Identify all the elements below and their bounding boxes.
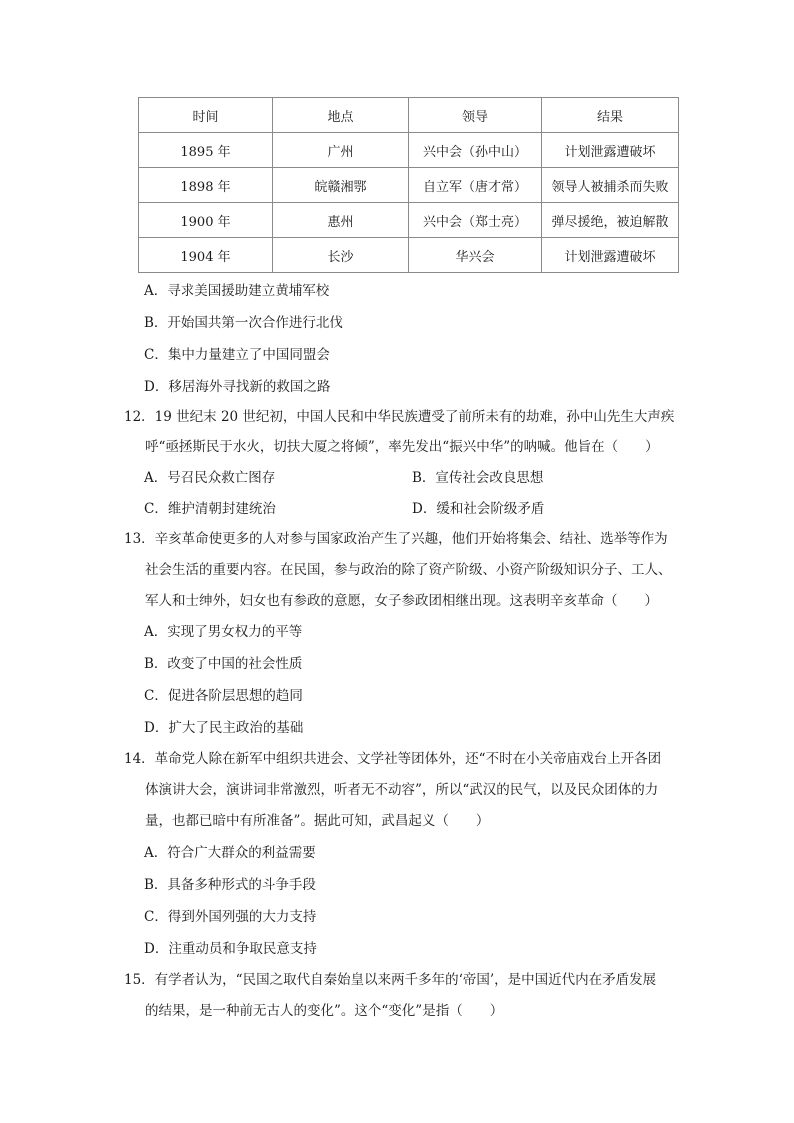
q13-stem-line-2: 社会生活的重要内容。在民国，参与政治的除了资产阶级、小资产阶级知识分子、工人、	[145, 562, 672, 578]
table-cell: 1900 年	[139, 203, 273, 238]
table-row	[139, 203, 679, 238]
q15-stem-line-1: 15．有学者认为，“民国之取代自秦始皇以来两千多年的‘帝国’，是中国近代内在矛盾发展	[124, 972, 657, 988]
q12-option-b[interactable]: B．宣传社会改良思想	[412, 470, 544, 486]
q14-option-d[interactable]: D．注重动员和争取民意支持	[144, 941, 317, 957]
table-cell: 长沙	[273, 238, 409, 273]
table-cell: 1895 年	[139, 133, 273, 168]
q12-option-d[interactable]: D．缓和社会阶级矛盾	[412, 501, 545, 517]
q11-option-b[interactable]: B．开始国共第一次合作进行北伐	[144, 315, 343, 331]
q13-option-c[interactable]: C．促进各阶层思想的趋同	[144, 688, 303, 704]
q14-option-a[interactable]: A．符合广大群众的利益需要	[144, 845, 316, 861]
table-cell: 广州	[273, 133, 409, 168]
q13-option-a[interactable]: A．实现了男女权力的平等	[144, 624, 303, 640]
uprisings-table	[138, 97, 679, 273]
q14-option-b[interactable]: B．具备多种形式的斗争手段	[144, 877, 316, 893]
table-cell: 惠州	[273, 203, 409, 238]
table-cell: 1898 年	[139, 168, 273, 203]
q13-stem-line-1: 13．辛亥革命使更多的人对参与国家政治产生了兴趣，他们开始将集会、结社、选举等作为	[124, 531, 668, 547]
table-cell: 自立军（唐才常）	[409, 168, 542, 203]
q14-stem-line-2: 体演讲大会，演讲词非常激烈，听者无不动容”，所以“武汉的民气，以及民众团体的力	[145, 782, 659, 798]
q12-option-c[interactable]: C．维护清朝封建统治	[144, 501, 276, 517]
q13-option-b[interactable]: B．改变了中国的社会性质	[144, 656, 303, 672]
table-cell: 皖赣湘鄂	[273, 168, 409, 203]
table-cell: 计划泄露遭破坏	[542, 238, 679, 273]
table-cell: 计划泄露遭破坏	[542, 133, 679, 168]
table-cell: 领导人被捕杀而失败	[542, 168, 679, 203]
q12-stem-line-2: 呼“亟拯斯民于水火，切扶大厦之将倾”，率先发出“振兴中华”的呐喊。他旨在（ ）	[145, 439, 659, 455]
q12-stem-line-1: 12．19 世纪末 20 世纪初，中国人民和中华民族遭受了前所未有的劫难，孙中山先生大声疾	[124, 409, 675, 425]
q14-stem-line-3: 量，也都已暗中有所准备”。据此可知，武昌起义（ ）	[145, 813, 490, 829]
q15-stem-line-2: 的结果，是一种前无古人的变化”。这个“变化”是指（ ）	[145, 1003, 504, 1019]
q12-option-a[interactable]: A．号召民众救亡图存	[144, 470, 276, 486]
table-cell: 弹尽援绝，被迫解散	[542, 203, 679, 238]
header-place: 地点	[273, 98, 409, 133]
table-cell: 兴中会（孙中山）	[409, 133, 542, 168]
table-row	[139, 133, 679, 168]
q11-option-c[interactable]: C．集中力量建立了中国同盟会	[144, 347, 330, 363]
q11-option-a[interactable]: A．寻求美国援助建立黄埔军校	[144, 283, 330, 299]
q14-stem-line-1: 14．革命党人除在新军中组织共进会、文学社等团体外，还“不时在小关帝庙戏台上开各团	[124, 751, 662, 767]
q11-option-d[interactable]: D．移居海外寻找新的救国之路	[144, 379, 331, 395]
q13-stem-line-3: 军人和士绅外，妇女也有参政的意愿，女子参政团相继出现。这表明辛亥革命（ ）	[145, 593, 658, 609]
table-header-row	[139, 98, 679, 133]
table-row	[139, 168, 679, 203]
header-result: 结果	[542, 98, 679, 133]
table-cell: 兴中会（郑士亮）	[409, 203, 542, 238]
q13-option-d[interactable]: D．扩大了民主政治的基础	[144, 720, 304, 736]
header-leader: 领导	[409, 98, 542, 133]
table-cell: 华兴会	[409, 238, 542, 273]
q14-option-c[interactable]: C．得到外国列强的大力支持	[144, 909, 317, 925]
header-time: 时间	[139, 98, 273, 133]
table-cell: 1904 年	[139, 238, 273, 273]
table-row	[139, 238, 679, 273]
